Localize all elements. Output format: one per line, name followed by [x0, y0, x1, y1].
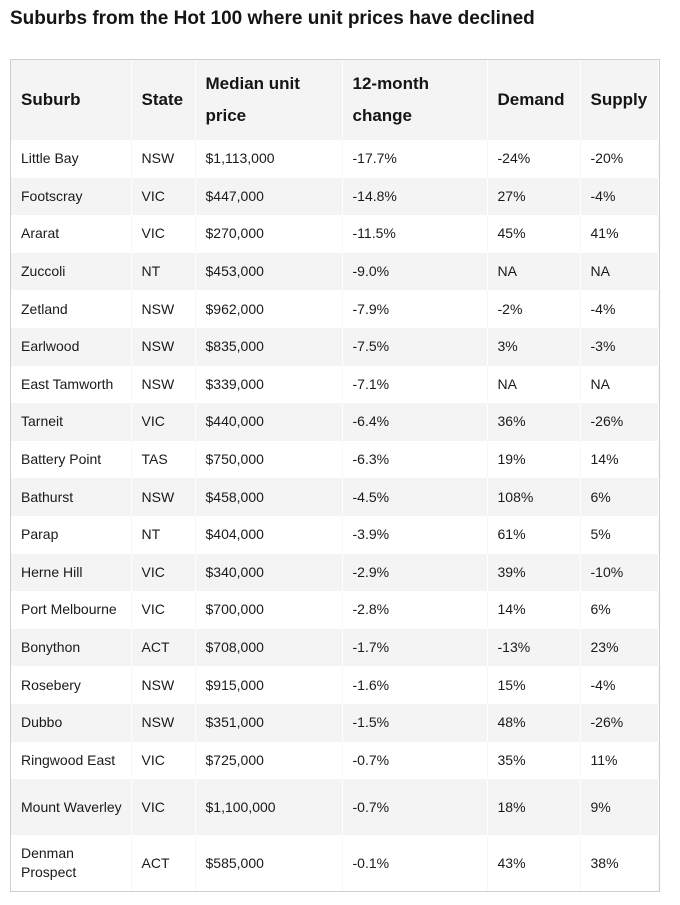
- table-row: [11, 704, 659, 742]
- cell-12-month-change: -0.7%: [342, 742, 487, 780]
- cell-state: ACT: [131, 629, 195, 667]
- cell-12-month-change: -2.9%: [342, 554, 487, 592]
- cell-median-unit-price: $1,100,000: [195, 779, 342, 835]
- cell-demand: 18%: [487, 779, 580, 835]
- cell-supply: 5%: [580, 516, 659, 554]
- table-row: [11, 742, 659, 780]
- cell-12-month-change: -9.0%: [342, 253, 487, 291]
- cell-supply: -4%: [580, 666, 659, 704]
- cell-supply: -20%: [580, 140, 659, 178]
- cell-12-month-change: -6.4%: [342, 403, 487, 441]
- table-row: [11, 178, 659, 216]
- cell-12-month-change: -7.5%: [342, 328, 487, 366]
- cell-supply: -26%: [580, 704, 659, 742]
- cell-suburb: Port Melbourne: [11, 591, 131, 629]
- cell-demand: 45%: [487, 215, 580, 253]
- cell-demand: 61%: [487, 516, 580, 554]
- cell-supply: NA: [580, 366, 659, 404]
- header-state: State: [131, 60, 195, 140]
- table-row: [11, 366, 659, 404]
- cell-state: VIC: [131, 178, 195, 216]
- cell-demand: NA: [487, 366, 580, 404]
- table-row: [11, 591, 659, 629]
- cell-suburb: Ringwood East: [11, 742, 131, 780]
- table-row: [11, 290, 659, 328]
- cell-demand: 36%: [487, 403, 580, 441]
- cell-supply: 41%: [580, 215, 659, 253]
- table-row: [11, 835, 659, 891]
- cell-median-unit-price: $440,000: [195, 403, 342, 441]
- cell-state: NSW: [131, 328, 195, 366]
- cell-supply: -26%: [580, 403, 659, 441]
- cell-supply: 9%: [580, 779, 659, 835]
- cell-supply: 11%: [580, 742, 659, 780]
- cell-12-month-change: -7.9%: [342, 290, 487, 328]
- cell-demand: 43%: [487, 835, 580, 891]
- cell-state: VIC: [131, 742, 195, 780]
- table-row: [11, 478, 659, 516]
- cell-12-month-change: -2.8%: [342, 591, 487, 629]
- cell-demand: -24%: [487, 140, 580, 178]
- cell-median-unit-price: $700,000: [195, 591, 342, 629]
- cell-median-unit-price: $458,000: [195, 478, 342, 516]
- header-suburb: Suburb: [11, 60, 131, 140]
- cell-suburb: Battery Point: [11, 441, 131, 479]
- cell-demand: 19%: [487, 441, 580, 479]
- cell-median-unit-price: $270,000: [195, 215, 342, 253]
- cell-supply: 23%: [580, 629, 659, 667]
- cell-state: NSW: [131, 140, 195, 178]
- cell-suburb: Rosebery: [11, 666, 131, 704]
- cell-suburb: Bathurst: [11, 478, 131, 516]
- table-row: [11, 403, 659, 441]
- cell-demand: 27%: [487, 178, 580, 216]
- table-row: [11, 666, 659, 704]
- table-row: [11, 253, 659, 291]
- cell-median-unit-price: $351,000: [195, 704, 342, 742]
- header-12-month-change: 12-month change: [342, 60, 487, 140]
- header-supply: Supply: [580, 60, 659, 140]
- cell-suburb: Denman Prospect: [11, 835, 131, 891]
- cell-demand: 35%: [487, 742, 580, 780]
- cell-state: NT: [131, 516, 195, 554]
- table-row: [11, 516, 659, 554]
- table-row: [11, 629, 659, 667]
- cell-suburb: Footscray: [11, 178, 131, 216]
- cell-suburb: Mount Waverley: [11, 779, 131, 835]
- cell-suburb: Earlwood: [11, 328, 131, 366]
- cell-12-month-change: -1.6%: [342, 666, 487, 704]
- cell-state: ACT: [131, 835, 195, 891]
- table-row: [11, 441, 659, 479]
- cell-12-month-change: -0.7%: [342, 779, 487, 835]
- cell-suburb: Zetland: [11, 290, 131, 328]
- page-title: Suburbs from the Hot 100 where unit prices have declined: [10, 8, 535, 29]
- cell-median-unit-price: $1,113,000: [195, 140, 342, 178]
- cell-12-month-change: -17.7%: [342, 140, 487, 178]
- cell-median-unit-price: $708,000: [195, 629, 342, 667]
- cell-supply: -10%: [580, 554, 659, 592]
- cell-supply: 6%: [580, 478, 659, 516]
- cell-supply: 6%: [580, 591, 659, 629]
- cell-state: VIC: [131, 215, 195, 253]
- data-table: [11, 60, 659, 891]
- cell-supply: NA: [580, 253, 659, 291]
- header-median-unit-price: Median unit price: [195, 60, 342, 140]
- cell-suburb: Herne Hill: [11, 554, 131, 592]
- cell-12-month-change: -3.9%: [342, 516, 487, 554]
- cell-median-unit-price: $340,000: [195, 554, 342, 592]
- cell-supply: -4%: [580, 178, 659, 216]
- cell-state: NSW: [131, 704, 195, 742]
- cell-median-unit-price: $835,000: [195, 328, 342, 366]
- cell-state: NSW: [131, 290, 195, 328]
- cell-demand: -13%: [487, 629, 580, 667]
- cell-supply: -4%: [580, 290, 659, 328]
- cell-demand: -2%: [487, 290, 580, 328]
- header-demand: Demand: [487, 60, 580, 140]
- cell-median-unit-price: $453,000: [195, 253, 342, 291]
- cell-12-month-change: -7.1%: [342, 366, 487, 404]
- cell-suburb: Bonython: [11, 629, 131, 667]
- cell-demand: 15%: [487, 666, 580, 704]
- cell-state: VIC: [131, 779, 195, 835]
- table-row: [11, 779, 659, 835]
- cell-state: VIC: [131, 403, 195, 441]
- table-row: [11, 328, 659, 366]
- table-row: [11, 140, 659, 178]
- cell-state: VIC: [131, 554, 195, 592]
- cell-suburb: Parap: [11, 516, 131, 554]
- cell-supply: 38%: [580, 835, 659, 891]
- cell-median-unit-price: $915,000: [195, 666, 342, 704]
- cell-12-month-change: -11.5%: [342, 215, 487, 253]
- cell-suburb: Dubbo: [11, 704, 131, 742]
- cell-median-unit-price: $404,000: [195, 516, 342, 554]
- cell-median-unit-price: $725,000: [195, 742, 342, 780]
- cell-demand: 39%: [487, 554, 580, 592]
- price-decline-table: [10, 59, 660, 892]
- cell-demand: 14%: [487, 591, 580, 629]
- table-row: [11, 554, 659, 592]
- cell-suburb: Little Bay: [11, 140, 131, 178]
- cell-state: TAS: [131, 441, 195, 479]
- cell-state: NSW: [131, 478, 195, 516]
- cell-median-unit-price: $585,000: [195, 835, 342, 891]
- cell-demand: NA: [487, 253, 580, 291]
- cell-state: VIC: [131, 591, 195, 629]
- cell-demand: 48%: [487, 704, 580, 742]
- cell-demand: 108%: [487, 478, 580, 516]
- cell-demand: 3%: [487, 328, 580, 366]
- table-row: [11, 215, 659, 253]
- cell-suburb: Tarneit: [11, 403, 131, 441]
- cell-12-month-change: -1.7%: [342, 629, 487, 667]
- header-row: [11, 60, 659, 140]
- cell-suburb: Ararat: [11, 215, 131, 253]
- cell-state: NT: [131, 253, 195, 291]
- cell-median-unit-price: $447,000: [195, 178, 342, 216]
- cell-12-month-change: -4.5%: [342, 478, 487, 516]
- cell-state: NSW: [131, 666, 195, 704]
- cell-12-month-change: -1.5%: [342, 704, 487, 742]
- cell-12-month-change: -6.3%: [342, 441, 487, 479]
- cell-12-month-change: -0.1%: [342, 835, 487, 891]
- cell-median-unit-price: $962,000: [195, 290, 342, 328]
- cell-suburb: East Tamworth: [11, 366, 131, 404]
- cell-median-unit-price: $750,000: [195, 441, 342, 479]
- cell-median-unit-price: $339,000: [195, 366, 342, 404]
- cell-supply: -3%: [580, 328, 659, 366]
- cell-12-month-change: -14.8%: [342, 178, 487, 216]
- cell-suburb: Zuccoli: [11, 253, 131, 291]
- cell-state: NSW: [131, 366, 195, 404]
- cell-supply: 14%: [580, 441, 659, 479]
